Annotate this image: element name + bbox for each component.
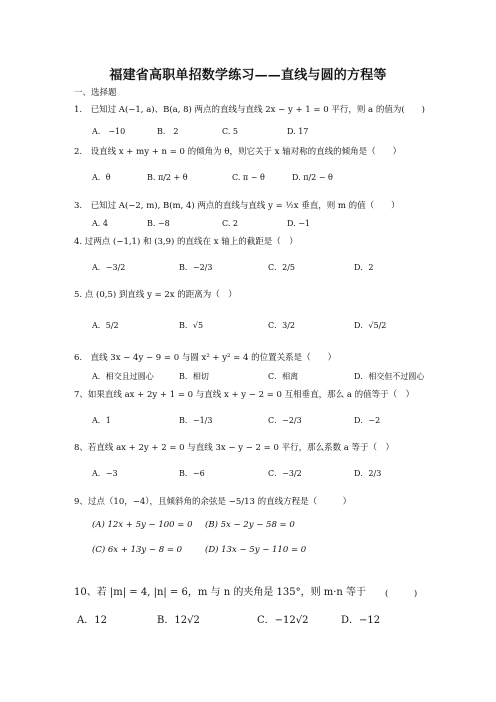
option-d: D．相交但不过圆心 xyxy=(354,372,425,381)
question-8: 8、若直线 ax + 2y + 2 = 0 与直线 3x − y − 2 = 0 平行，那么系数 a 等于（ ） xyxy=(74,443,395,453)
option-a: A. −10 xyxy=(92,127,126,136)
option-c: C. 5 xyxy=(222,127,239,136)
option-c: C．−2/3 xyxy=(268,416,302,425)
question-2: 2. 设直线 x + my + n = 0 的倾角为 θ，则它关于 x 轴对称的直线的倾角是（ ） xyxy=(74,147,402,157)
option-b: B．−6 xyxy=(179,469,205,478)
question-9-option-a: (A) 12x + 5y − 100 = 0 xyxy=(92,520,193,530)
option-b: B. −8 xyxy=(147,219,170,228)
option-d: D．√5/2 xyxy=(354,321,387,330)
question-7: 7、如果直线 ax + 2y + 1 = 0 与直线 x + y − 2 = 0 互相垂直，那么 a 的值等于（ ） xyxy=(74,390,415,400)
question-9-option-b: (B) 5x − 2y − 58 = 0 xyxy=(205,520,295,530)
option-a: A．相交且过圆心 xyxy=(92,372,154,381)
option-c: C．相离 xyxy=(268,372,299,381)
option-a: A. 4 xyxy=(92,219,108,228)
option-b: B．√5 xyxy=(179,321,204,330)
option-c: C. π − θ xyxy=(232,173,265,182)
section-heading: 一、选择题 xyxy=(74,88,117,98)
option-b: B．−2/3 xyxy=(179,263,213,272)
option-a: A．−3/2 xyxy=(92,263,126,272)
question-10: 10、若 |m| = 4, |n| = 6，m 与 n 的夹角是 135°，则 m·n 等于 xyxy=(74,587,367,598)
answer-blank: ( ) xyxy=(385,589,418,599)
option-c: C．3/2 xyxy=(268,321,295,330)
question-4: 4. 过两点 (−1,1) 和 (3,9) 的直线在 x 轴上的截距是（ ） xyxy=(74,237,298,247)
question-9-option-c: (C) 6x + 13y − 8 = 0 xyxy=(92,545,183,555)
question-9: 9、过点（10，−4），且倾斜角的余弦是 −5/13 的直线方程是（ ） xyxy=(74,497,352,507)
option-d: D. 17 xyxy=(287,127,309,136)
option-d: D．−2 xyxy=(354,416,381,425)
option-b: B．12√2 xyxy=(157,615,200,626)
option-d: D．−12 xyxy=(341,615,381,626)
option-b: B．相切 xyxy=(179,372,209,381)
option-c: C．−12√2 xyxy=(257,615,309,626)
option-b: B. π/2 + θ xyxy=(147,173,188,182)
option-d: D．2 xyxy=(354,263,374,272)
question-9-option-d: (D) 13x − 5y − 110 = 0 xyxy=(205,545,307,555)
option-d: D. π/2 − θ xyxy=(292,173,333,182)
question-1: 1. 已知过 A(−1, a)、B(a, 8) 两点的直线与直线 2x − y + 1 = 0 平行，则 a 的值为( ) xyxy=(74,105,425,115)
option-b: B. 2 xyxy=(157,127,179,136)
question-6: 6. 直线 3x − 4y − 9 = 0 与圆 x² + y² = 4 的位置关系是（ ） xyxy=(74,353,337,363)
option-c: C. 2 xyxy=(222,219,239,228)
option-a: A．5/2 xyxy=(92,321,119,330)
option-a: A．1 xyxy=(92,416,111,425)
page-title: 福建省高职单招数学练习——直线与圆的方程等 xyxy=(109,68,387,83)
option-c: C．2/5 xyxy=(268,263,295,272)
option-a: A．12 xyxy=(77,615,107,626)
option-a: A．θ xyxy=(92,173,111,182)
option-d: D．2/3 xyxy=(354,469,382,478)
question-5: 5. 点 (0,5) 到直线 y = 2x 的距离为（ ） xyxy=(74,290,237,300)
option-a: A．−3 xyxy=(92,469,118,478)
question-3: 3. 已知过 A(−2, m), B(m, 4) 两点的直线与直线 y = ½x 垂直，则 m 的值（ ） xyxy=(74,201,400,211)
option-b: B．−1/3 xyxy=(179,416,213,425)
option-c: C．−3/2 xyxy=(268,469,302,478)
option-d: D. −1 xyxy=(287,219,311,228)
